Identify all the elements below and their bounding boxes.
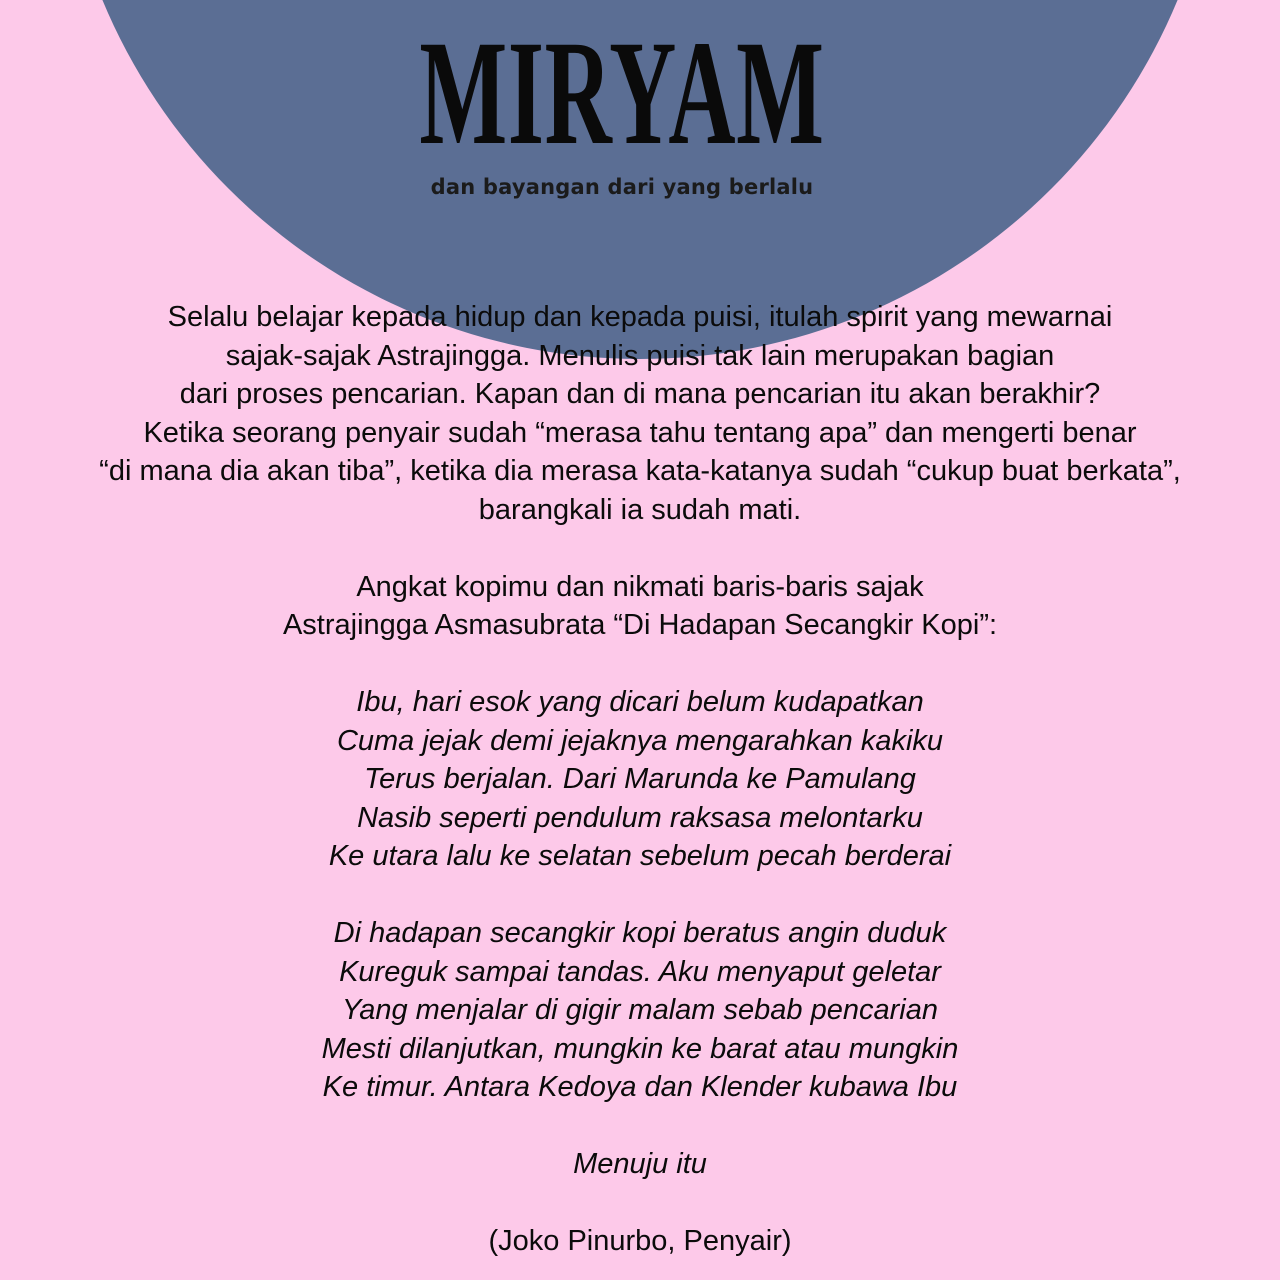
poem-line: Ibu, hari esok yang dicari belum kudapatkan [356, 686, 924, 718]
paragraph-gap [0, 645, 1280, 684]
poem-line: Yang menjalar di gigir malam sebab pencarian [342, 994, 938, 1026]
lead-line: Astrajingga Asmasubrata “Di Hadapan Secangkir Kopi”: [282, 609, 998, 641]
book-title: MIRYAM [419, 10, 825, 176]
poem-line: Kureguk sampai tandas. Aku menyaput geletar [339, 955, 941, 988]
poem-line: Ke utara lalu ke selatan sebelum pecah berderai [328, 840, 952, 872]
stanza-gap [0, 1107, 1280, 1146]
poem-line: Ke timur. Antara Kedoya dan Klender kubawa Ibu [322, 1071, 958, 1103]
intro-line: “di mana dia akan tiba”, ketika dia merasa kata-katanya sudah “cukup buat berkata”, [99, 455, 1181, 487]
intro-line: dari proses pencarian. Kapan dan di mana pencarian itu akan berakhir? [179, 378, 1101, 410]
intro-line: sajak-sajak Astrajingga. Menulis puisi tak lain merupakan bagian [225, 339, 1055, 372]
book-logo [419, 8, 825, 199]
stanza-gap [0, 876, 1280, 915]
poem-line: Di hadapan secangkir kopi beratus angin duduk [333, 917, 947, 949]
intro-line: Selalu belajar kepada hidup dan kepada puisi, itulah spirit yang mewarnai [167, 301, 1113, 333]
poem-coda: Menuju itu [573, 1148, 707, 1180]
paragraph-gap [0, 1184, 1280, 1223]
poem-line: Mesti dilanjutkan, mungkin ke barat atau mungkin [321, 1032, 959, 1065]
intro-line: Ketika seorang penyair sudah “merasa tahu tentang apa” dan mengerti benar [143, 416, 1137, 449]
paragraph-gap [0, 529, 1280, 568]
lead-line: Angkat kopimu dan nikmati baris-baris sajak [356, 570, 924, 603]
intro-line: barangkali ia sudah mati. [478, 493, 802, 526]
poem-line: Cuma jejak demi jejaknya mengarahkan kakiku [336, 724, 944, 757]
poem-line: Nasib seperti pendulum raksasa melontarku [357, 801, 923, 834]
blurb-text [0, 298, 1280, 1261]
attribution: (Joko Pinurbo, Penyair) [488, 1225, 792, 1257]
book-subtitle: dan bayangan dari yang berlalu [430, 175, 814, 199]
poem-line: Terus berjalan. Dari Marunda ke Pamulang [364, 763, 916, 795]
